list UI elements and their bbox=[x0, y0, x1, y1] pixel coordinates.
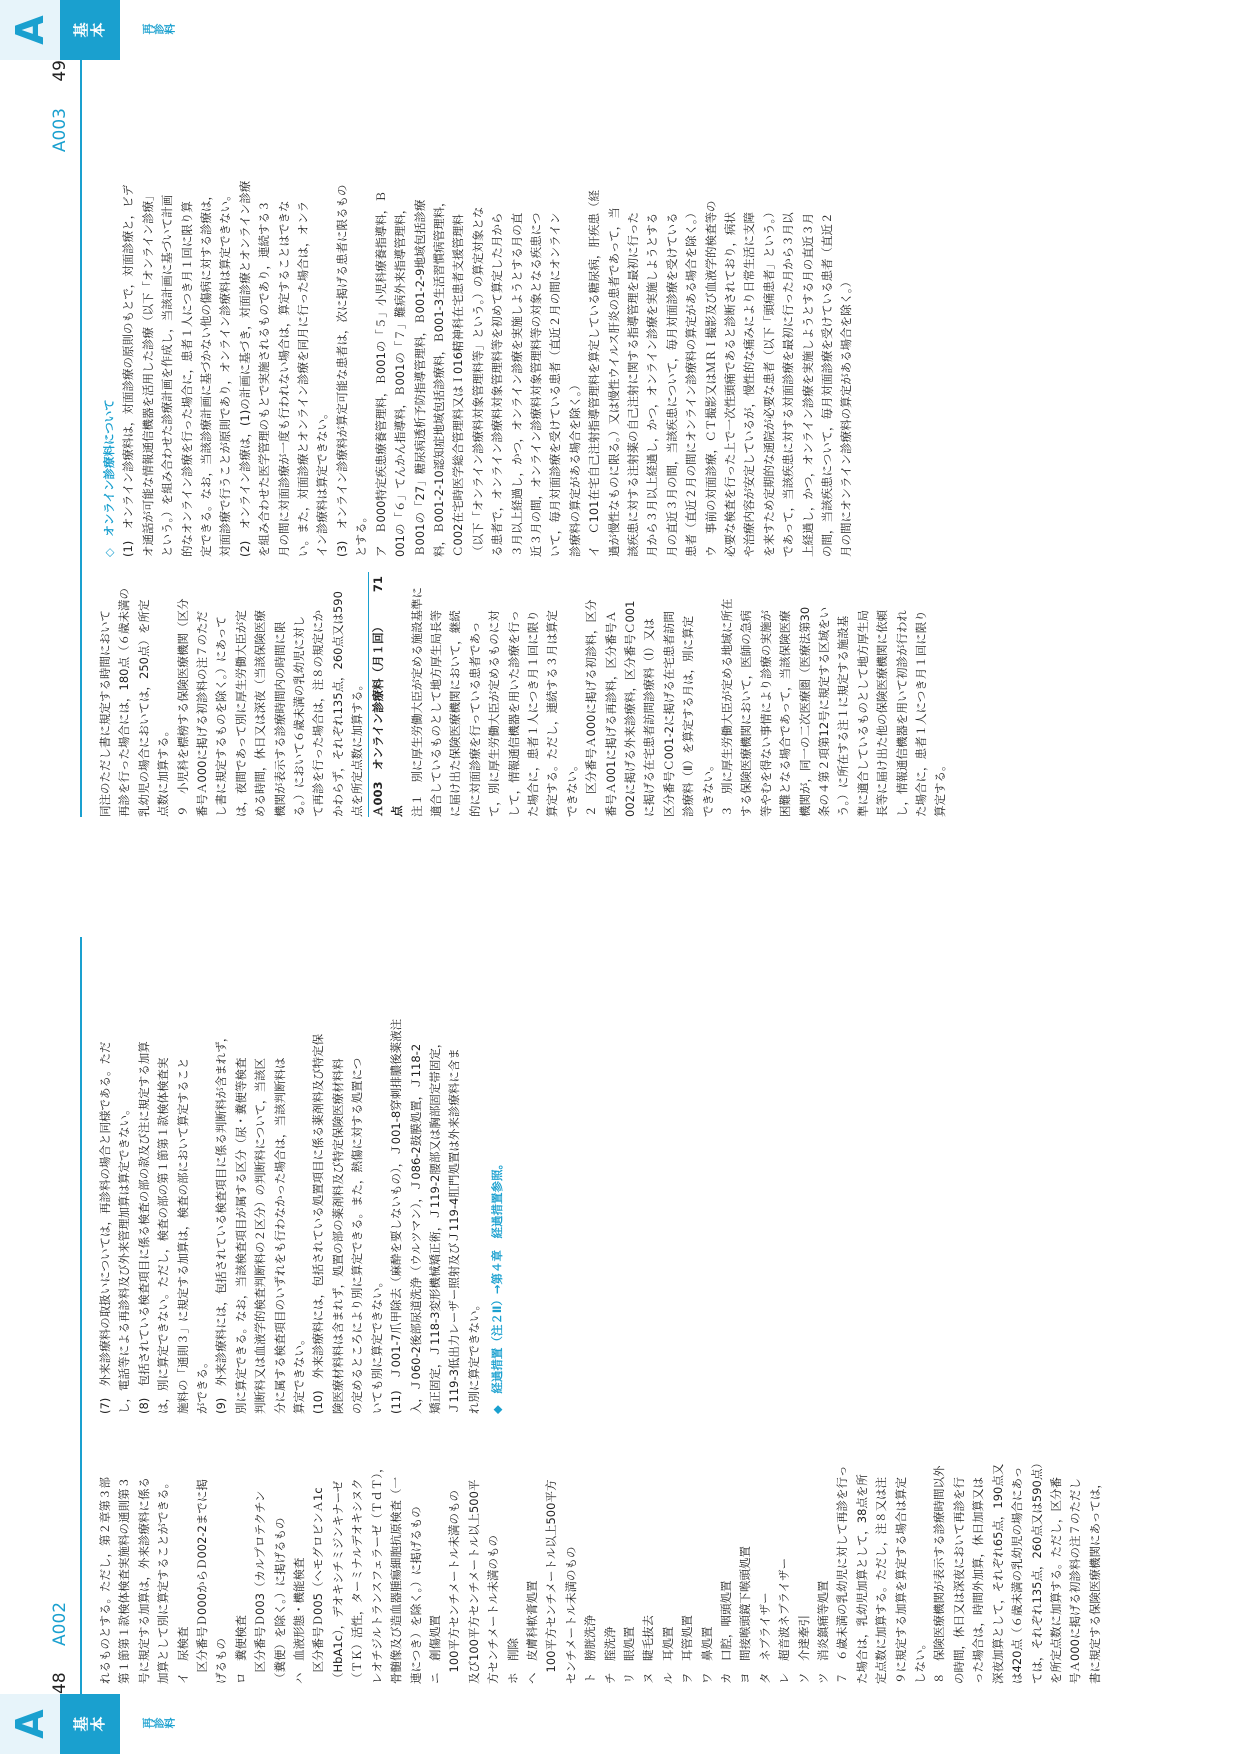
text-line: 分に属する検査項目のいずれをも行わなかった場合は，当該判断料は bbox=[272, 1057, 287, 1414]
text-line: レオチジルトランスフェラーゼ（ＴｄＴ）， bbox=[369, 1461, 384, 1684]
text-line: る患者で，オンライン診療料対象管理料等を初めて算定した月から bbox=[490, 212, 505, 557]
header-rule bbox=[80, 60, 82, 817]
text-line: ア Ｂ000特定疾患療養管理料，Ｂ001の「５」小児科療養指導料，Ｂ bbox=[373, 191, 388, 557]
text-line: ヘ 皮膚科軟膏処置 bbox=[524, 1580, 539, 1684]
text-line: 乳幼児の場合においては，250点）を所定 bbox=[136, 599, 151, 817]
text-line: チ 腟洗浄 bbox=[602, 1626, 617, 1684]
text-line: Ａ003 オンライン診療料（月１回） 71点 bbox=[368, 572, 408, 817]
text-line: た場合は，乳幼児加算として，38点を所 bbox=[854, 1474, 869, 1684]
page-header bbox=[50, 937, 80, 1694]
text-line: 100平方センチメートル以上500平方 bbox=[544, 1479, 559, 1684]
text-line: し，電話等による再診料及び外来管理加算は算定できない。 bbox=[117, 1103, 132, 1414]
text-line: (1) オンライン診療料は，対面診療の原則のもとで，対面診療と，ビデ bbox=[121, 184, 136, 557]
text-line: ト 膀胱洗浄 bbox=[583, 1615, 598, 1684]
text-line: であって，当該疾患に対する対面診療を最初に行った月から３月以 bbox=[781, 212, 796, 557]
text-line: 加算として別に算定することができる。 bbox=[156, 1477, 171, 1684]
text-line: かわらず，それぞれ135点，260点又は590 bbox=[330, 591, 345, 817]
text-line: は，夜間であって別に厚生労働大臣が定 bbox=[233, 610, 248, 817]
text-line: を来すため定期的な通院が必要な患者（以下「頭痛患者」という。） bbox=[761, 206, 776, 557]
text-line: し，情報通信機器を用いて初診が行われ bbox=[894, 610, 909, 817]
tab-sub: 再診料 bbox=[141, 23, 175, 36]
text-line: 同注のただし書に規定する時間において bbox=[98, 610, 112, 817]
text-line: タ ネブライザー bbox=[757, 1592, 772, 1684]
text-line: ウ 事前の対面診療，ＣＴ撮影又はＭＲＩ撮影及び血液学的検査等の bbox=[703, 200, 718, 557]
text-line: げるもの bbox=[214, 1638, 229, 1684]
section-code: A003 bbox=[50, 108, 70, 153]
text-line: の定めるところにより別に算定できる。また，熱傷に対する処置につ bbox=[350, 1057, 365, 1414]
text-line: 準に適合しているものとして地方厚生局 bbox=[855, 610, 870, 817]
text-line: して，情報通信機器を用いた診療を行っ bbox=[506, 610, 521, 817]
text-line: しない。 bbox=[913, 1638, 928, 1684]
text-line: 点数に加算する。 bbox=[156, 725, 171, 817]
text-line: 区分番号Ｄ005（ヘモグロビンＡ1c bbox=[311, 1487, 326, 1684]
text-line: ヨ 間接喉頭鏡下喉頭処置 bbox=[738, 1546, 753, 1684]
text-line: ロ 糞便検査 bbox=[233, 1615, 248, 1684]
text-line: 002に掲げる外来診療料，区分番号Ｃ001 bbox=[622, 600, 637, 817]
text-line: 深夜加算として，それぞれ65点，190点又 bbox=[990, 1463, 1005, 1684]
text-line: 号Ａ000に掲げる初診料の注７のただし bbox=[1068, 1478, 1083, 1684]
text-line: 月の間にオンライン診療料の算定がある場合を除く。） bbox=[839, 275, 854, 557]
text-line: の時間，休日又は深夜において再診を行 bbox=[951, 1477, 966, 1684]
text-line: ホ 削除 bbox=[505, 1638, 520, 1684]
text-line: する保険医療機関において，医師の急病 bbox=[739, 610, 754, 817]
text-line: 区分番号Ｃ001-2に掲げる在宅患者訪問 bbox=[661, 611, 676, 817]
text-line: 方センチメートル未満のもの bbox=[486, 1534, 501, 1684]
text-line: ル 耳処置 bbox=[660, 1626, 675, 1684]
text-line: った場合は，時間外加算，休日加算又は bbox=[971, 1477, 986, 1684]
text-line: を所定点数に加算する。ただし，区分番 bbox=[1048, 1477, 1063, 1684]
text-line: 診療料（Ⅱ）を算定する月は，別に算定 bbox=[681, 615, 696, 817]
text-line: (7) 外来診療料の取扱いについては，再診料の場合と同様である。ただ bbox=[98, 1041, 112, 1414]
text-line: 診療料の算定がある場合を除く。） bbox=[567, 378, 582, 557]
text-line: や治療内容が安定しているが，慢性的な痛みにより日常生活に支障 bbox=[742, 212, 757, 557]
text-line: できない。 bbox=[700, 759, 715, 817]
text-line: （ＴＫ）活性，ターミナルデオキシヌク bbox=[350, 1478, 365, 1684]
text-line: 月から３月以上経過し，かつ，オンライン診療を実施しようとする bbox=[645, 212, 660, 557]
text-line: 上経過し，かつ，オンライン診療を実施しようとする月の直近３月 bbox=[800, 212, 815, 557]
text-line: という。）を組み合わせた診療計画を作成し，当該計画に基づいて計画 bbox=[160, 194, 175, 557]
text-line: （以下「オンライン診療料対象管理料等」という。）の算定対象とな bbox=[470, 206, 485, 557]
tab-label: 基本 bbox=[60, 0, 120, 60]
text-line: ◇ オンライン診療料について bbox=[102, 399, 116, 557]
text-line: 算定できない。 bbox=[292, 1333, 307, 1414]
text-line: 算定する。 bbox=[933, 759, 948, 817]
text-line: ◆ 経過措置（注２Ⅱ）→第４章 経過措置参照。 bbox=[490, 1157, 505, 1414]
text-line: 施料の「通則３」に規定する加算は，検査の部において算定すること bbox=[175, 1057, 190, 1414]
text-line: 番号Ａ000に掲げる初診料の注７のただ bbox=[195, 611, 210, 817]
text-line: 定点数に加算する。ただし，注８又は注 bbox=[874, 1477, 889, 1684]
text-line: ニ 創傷処置 bbox=[427, 1615, 442, 1684]
text-line: 必要な検査を行った上で一次性頭痛であると診断されており，病状 bbox=[723, 212, 737, 557]
text-line: 機関が表示する診療時間内の時間に限 bbox=[272, 621, 287, 817]
text-line: ９に規定する加算を算定する場合は算定 bbox=[893, 1477, 908, 1684]
text-line: て再診を行った場合は，注８の規定にか bbox=[311, 610, 326, 817]
text-line: 及び100平方センチメートル以上500平 bbox=[466, 1479, 481, 1684]
text-line: ツ 消炎鎮痛等処置 bbox=[816, 1580, 831, 1684]
text-line: 対面診療で行うことが原則であり，オンライン診療料は算定できない。 bbox=[218, 189, 233, 557]
text-line: い。また，対面診療とオンライン診療を同月に行った場合は，オンラ bbox=[296, 200, 311, 557]
text-line: ２ 区分番号Ａ000に掲げる初診料，区分 bbox=[584, 599, 599, 817]
text-line: とする。 bbox=[354, 511, 369, 557]
text-line: オ通話が可能な情報通信機器を活用した診療（以下「オンライン診療」 bbox=[140, 189, 155, 557]
text-line: ３ 別に厚生労働大臣が定める地域に所在 bbox=[720, 598, 734, 817]
left-col2 bbox=[96, 934, 508, 1414]
page-header bbox=[50, 60, 80, 817]
text-line: ３月以上経過し，かつ，オンライン診療を実施しようとする月の直 bbox=[509, 212, 524, 557]
text-line: 算定する。ただし，連続する３月は算定 bbox=[545, 610, 560, 817]
text-line: 矯正固定，Ｊ118-3変形機械矯正術，Ｊ119-2腰部又は胸部固定帯固定， bbox=[427, 1036, 442, 1414]
text-line: （HbA1c），デオキシチミジンキナーゼ bbox=[330, 1480, 345, 1684]
text-line: 再診を行った場合には，180点（６歳未満の bbox=[117, 588, 132, 817]
text-line: 該疾患に対する注射薬の自己注射に関する指導管理を最初に行った bbox=[625, 212, 640, 557]
page-number: 48 bbox=[50, 1672, 70, 1694]
text-line: (2) オンライン診療は，(1)の計画に基づき，対面診療とオンライン診療 bbox=[237, 180, 252, 557]
text-line: 号に規定する加算は，外来診療料に係る bbox=[136, 1477, 151, 1684]
text-line: に掲げる在宅患者訪問診療料（Ⅰ）又は bbox=[642, 618, 657, 817]
text-line: 区分番号Ｄ003（カルプロテクチン bbox=[253, 1490, 268, 1684]
header-rule bbox=[80, 937, 82, 1694]
text-line: 連につき）を除く。）に掲げるもの bbox=[408, 1506, 423, 1684]
text-line: れるものとする。ただし，第２章第３部 bbox=[98, 1477, 112, 1684]
text-line: ヲ 耳管処置 bbox=[680, 1615, 695, 1684]
text-line: イン診療料は算定できない。 bbox=[315, 407, 330, 557]
page-number: 49 bbox=[50, 60, 70, 82]
text-line: (8) 包括されている検査項目に係る検査の部の款及び注に規定する加算 bbox=[136, 1041, 151, 1414]
left-col1 bbox=[96, 1434, 1105, 1684]
text-line: れ別に算定できない。 bbox=[466, 1299, 481, 1414]
text-line: レ 超音波ネブライザー bbox=[777, 1557, 792, 1684]
text-line: ヌ 睫毛抜去 bbox=[641, 1615, 656, 1684]
text-line: ては，それぞれ135点，260点又は590点） bbox=[1029, 1457, 1044, 1684]
text-line: 的なオンライン診療を行った場合に，患者１人につき月１回に限り算 bbox=[179, 201, 194, 557]
text-line: 注１ 別に厚生労働大臣が定める施設基準に bbox=[409, 587, 424, 817]
tab-letter: A bbox=[0, 0, 60, 60]
text-line: 判断料又は血液学的検査判断料の２区分）の判断料について，当該区 bbox=[253, 1057, 268, 1414]
text-line: センチメートル未満のもの bbox=[563, 1546, 578, 1684]
text-line: ソ 介達牽引 bbox=[796, 1615, 811, 1684]
text-line: 001の「６」てんかん指導料，Ｂ001の「７」難病外来指導管理料， bbox=[393, 202, 408, 557]
text-line: 区分番号Ｄ000からＤ002-2までに掲 bbox=[195, 1479, 210, 1684]
text-line: ９ 小児科を標榜する保険医療機関（区分 bbox=[175, 598, 190, 817]
text-line: 月の直近３月の間，当該疾患について，毎月対面診療を受けている bbox=[664, 212, 679, 557]
text-line: 適合しているものとして地方厚生局長等 bbox=[428, 610, 443, 817]
right-col2 bbox=[96, 67, 857, 557]
text-line: 等やむを得ない事情により診療の実施が bbox=[758, 610, 773, 817]
text-line: の間，当該疾患について，毎月対面診療を受けている患者（直近２ bbox=[820, 212, 835, 557]
text-line: 困難となる場合であって，当該保険医療 bbox=[778, 610, 793, 817]
text-line: (3) オンライン診療料が算定可能な患者は，次に掲げる患者に限るもの bbox=[334, 184, 349, 557]
text-line: を組み合わせた医学管理のもとで実施されるものであり，連続する３ bbox=[257, 200, 272, 557]
text-line: イ Ｃ101在宅自己注射指導管理料を算定している糖尿病，肝疾患（経 bbox=[587, 190, 602, 557]
text-line: 過が慢性なものに限る。）又は慢性ウイルス肝炎の患者であって，当 bbox=[606, 207, 621, 557]
text-line: 患者（直近２月の間にオンライン診療料の算定がある場合を除く。） bbox=[684, 206, 699, 557]
text-line: る。）において６歳未満の乳幼児に対し bbox=[292, 615, 307, 817]
text-line: 機関が，同一の二次医療圏（医療法第30 bbox=[797, 606, 812, 817]
text-line: イ 尿検査 bbox=[175, 1626, 190, 1684]
text-line: は，別に算定できない。ただし，検査の部の第１節第１款検体検査実 bbox=[156, 1057, 171, 1414]
text-line: める時間，休日又は深夜（当該保険医療 bbox=[253, 610, 268, 817]
text-line: に届け出た保険医療機関において，継続 bbox=[448, 610, 463, 817]
text-line: 骨髄像及び造血器腫瘍細胞抗原検査（一 bbox=[389, 1477, 404, 1684]
text-line: 条の４第２項第12号に規定する区域をい bbox=[817, 606, 832, 817]
text-line: 定できる。なお，当該診療計画に基づかない他の傷病に対する診療は， bbox=[199, 189, 214, 557]
text-line: は420点（６歳未満の乳幼児の場合にあっ bbox=[1010, 1466, 1025, 1684]
text-line: Ｃ002在宅時医学総合管理料又はＩ016精神科在宅患者支援管理料 bbox=[451, 214, 466, 557]
text-line: て，別に厚生労働大臣が定めるものに対 bbox=[487, 610, 502, 817]
text-line: いても別に算定できない。 bbox=[369, 1276, 384, 1414]
text-line: 長等に届け出た他の保険医療機関に依頼 bbox=[875, 610, 890, 817]
section-code: A002 bbox=[50, 1601, 70, 1646]
text-line: ができる。 bbox=[195, 1356, 210, 1414]
right-col1 bbox=[96, 572, 951, 817]
text-line: ワ 鼻処置 bbox=[699, 1626, 714, 1684]
text-line: し書に規定するものを除く。）にあって bbox=[214, 616, 229, 817]
text-line: ハ 血液形態・機能検査 bbox=[292, 1557, 307, 1684]
text-line: 険医療材料料は含まれず，処置の部の薬剤料及び特定保険医療材料料 bbox=[330, 1058, 345, 1414]
text-line: 入，Ｊ060-2後部尿道洗浄（ウルツマン），Ｊ086-2鼓膜処置，Ｊ118-2 bbox=[408, 1043, 423, 1414]
text-line: 100平方センチメートル未満のもの bbox=[447, 1490, 462, 1684]
text-line: (9) 外来診療料には，包括されている検査項目に係る判断料が含まれず， bbox=[214, 1030, 229, 1414]
text-line: カ 口腔，咽頭処置 bbox=[719, 1580, 733, 1684]
text-line: 別に算定できる。なお，当該検査項目が属する区分（尿・糞便等検査 bbox=[233, 1057, 248, 1414]
text-line: 第１節第１款検体検査実施料の通則第３ bbox=[117, 1477, 132, 1684]
tab-letter: A bbox=[0, 1694, 60, 1754]
text-line: できない。 bbox=[564, 759, 579, 817]
text-line: (11) Ｊ001-7爪甲除去（麻酔を要しないもの），Ｊ001-8穿刺排膿後薬液注 bbox=[389, 1018, 404, 1414]
text-line: 月の間に対面診療が一度も行われない場合は，算定することはできな bbox=[276, 200, 291, 557]
tab-sub: 再診料 bbox=[141, 1717, 175, 1730]
text-line: た場合に，患者１人につき月１回に限り bbox=[525, 610, 540, 817]
text-line: 近３月の間，オンライン診療料対象管理料等の対象となる疾患につ bbox=[528, 212, 543, 557]
text-line: Ｊ119-3低出力レーザー照射及びＪ119-4肛門処置は外来診療料に含ま bbox=[447, 1048, 462, 1414]
text-line: リ 眼処置 bbox=[621, 1626, 636, 1684]
text-line: 料，Ｂ001-2-10認知症地域包括診療料，Ｂ001-3生活習慣病管理料， bbox=[431, 195, 446, 557]
text-line: た場合に，患者１人につき月１回に限り bbox=[914, 610, 929, 817]
text-line: （糞便）を除く。）に掲げるもの bbox=[272, 1517, 287, 1684]
text-line: 書に規定する保険医療機関にあっては， bbox=[1087, 1477, 1102, 1684]
text-line: 番号Ａ001に掲げる再診料，区分番号Ａ bbox=[603, 611, 618, 817]
tab-label: 基本 bbox=[60, 1694, 120, 1754]
left-page bbox=[0, 877, 1240, 1754]
text-line: う。）に所在する注１に規定する施設基 bbox=[836, 615, 851, 817]
text-line: 的に対面診療を行っている患者であっ bbox=[467, 621, 482, 817]
text-line: Ｂ001の「27」糖尿病透析予防指導管理料，Ｂ001-2-9地域包括診療 bbox=[412, 199, 427, 557]
text-line: (10) 外来診療料には，包括されている処置項目に係る薬剤料及び特定保 bbox=[311, 1033, 326, 1414]
text-line: ７ ６歳未満の乳幼児に対して再診を行っ bbox=[835, 1465, 850, 1684]
text-line: 点を所定点数に加算する。 bbox=[350, 679, 365, 817]
text-line: いて，毎月対面診療を受けている患者（直近２月の間にオンライン bbox=[548, 212, 563, 557]
text-line: ８ 保険医療機関が表示する診療時間以外 bbox=[932, 1465, 947, 1684]
